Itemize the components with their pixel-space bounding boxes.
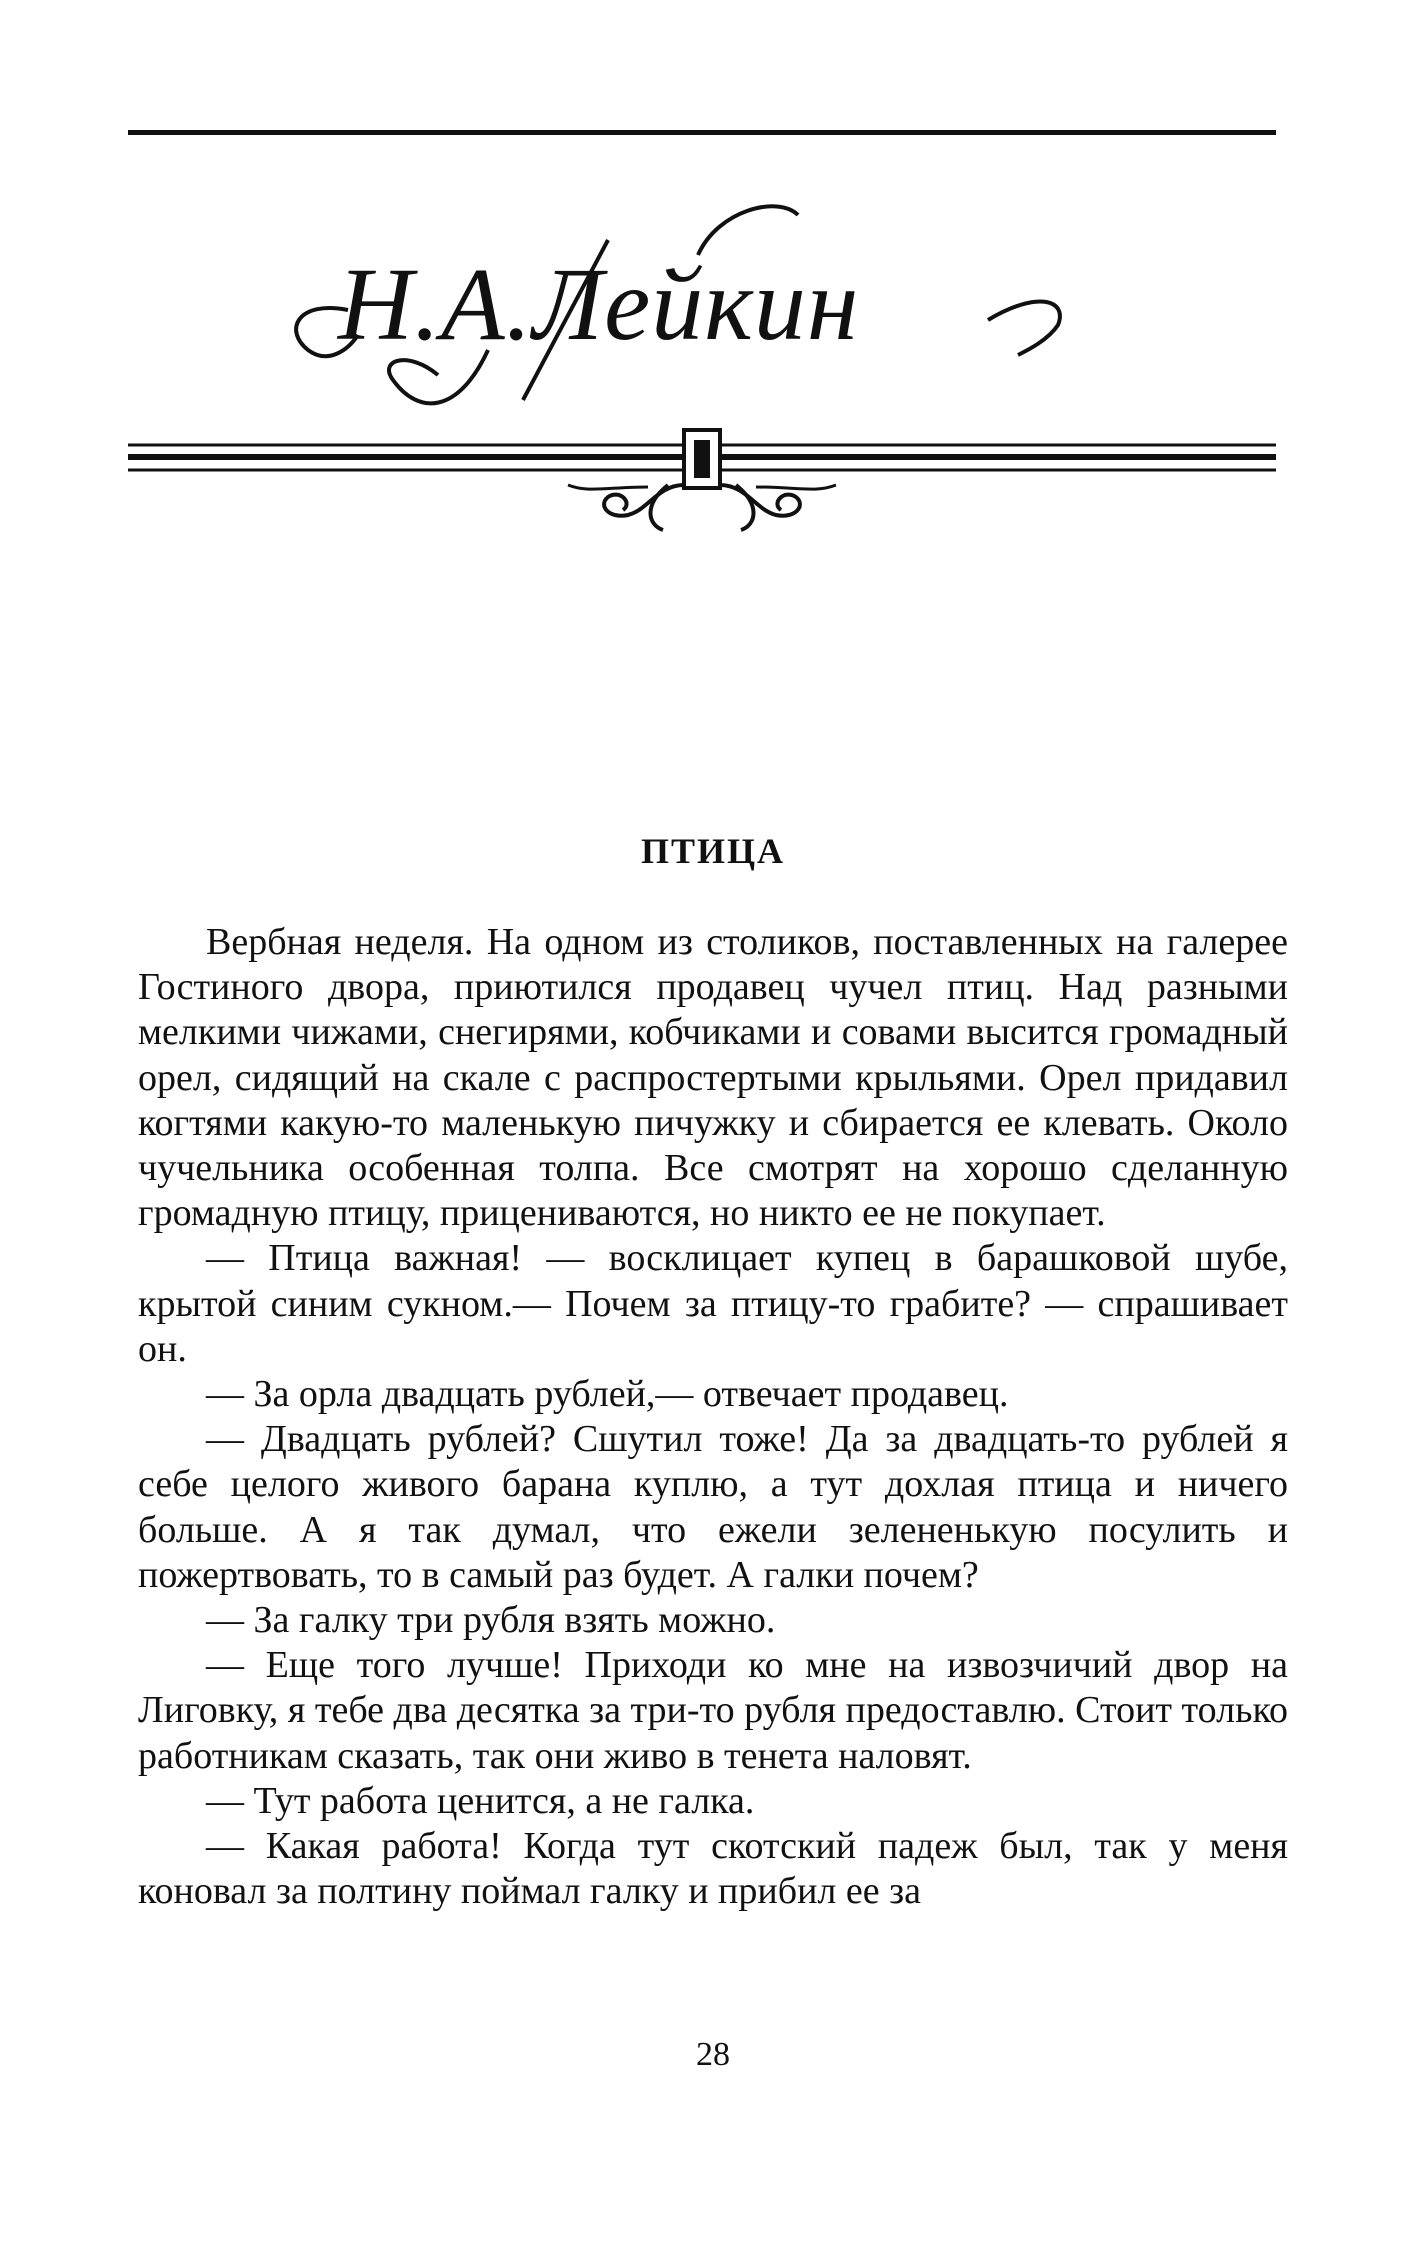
paragraph: — Двадцать рублей? Сшутил тоже! Да за двадцать-то рублей я себе целого живого барана куплю, а тут дохлая птица и ничего больше. А я так думал, что ежели зелененькую посулить и пожертвовать, то в самый раз будет. А галки почем?	[138, 1418, 1288, 1596]
author-name: Н.А.Лейкин	[338, 247, 860, 362]
paragraph: — Еще того лучше! Приходи ко мне на извозчичий двор на Лиговку, я тебе два десятка за три-то рубля предоставлю. Стоит только работникам сказать, так они живо в тенета наловят.	[138, 1644, 1288, 1777]
page-number: 28	[696, 2036, 730, 2073]
paragraph: — Тут работа ценится, а не галка.	[206, 1779, 755, 1822]
paragraph: — За орла двадцать рублей,— отвечает продавец.	[206, 1373, 1009, 1416]
paragraph: — Птица важная! — восклицает купец в барашковой шубе, крытой синим сукном.— Почем за птицу-то грабите? — спрашивает он.	[138, 1237, 1288, 1370]
paragraph: — За галку три рубля взять можно.	[206, 1599, 776, 1642]
paragraph: Вербная неделя. На одном из столиков, поставленных на галерее Гостиного двора, приютился продавец чучел птиц. Над разными мелкими чижами, снегирями, кобчиками и совами высится громадный орел, сидящий на скале с распростертыми крыльями. Орел придавил когтями какую-то маленькую пичужку и сбирается ее клевать. Около чучельника особенная толпа. Все смотрят на хорошо сделанную громадную птицу, прицениваются, но никто ее не покупает.	[138, 921, 1288, 1235]
story-title: ПТИЦА	[640, 831, 785, 871]
top-rule	[128, 130, 1276, 135]
author-heading	[318, 200, 1078, 410]
decorative-divider	[128, 415, 1276, 535]
story-text	[138, 920, 1288, 1914]
paragraph: — Какая работа! Когда тут скотский падеж был, так у меня коновал за полтину поймал галку и прибил ее за	[138, 1825, 1288, 1913]
